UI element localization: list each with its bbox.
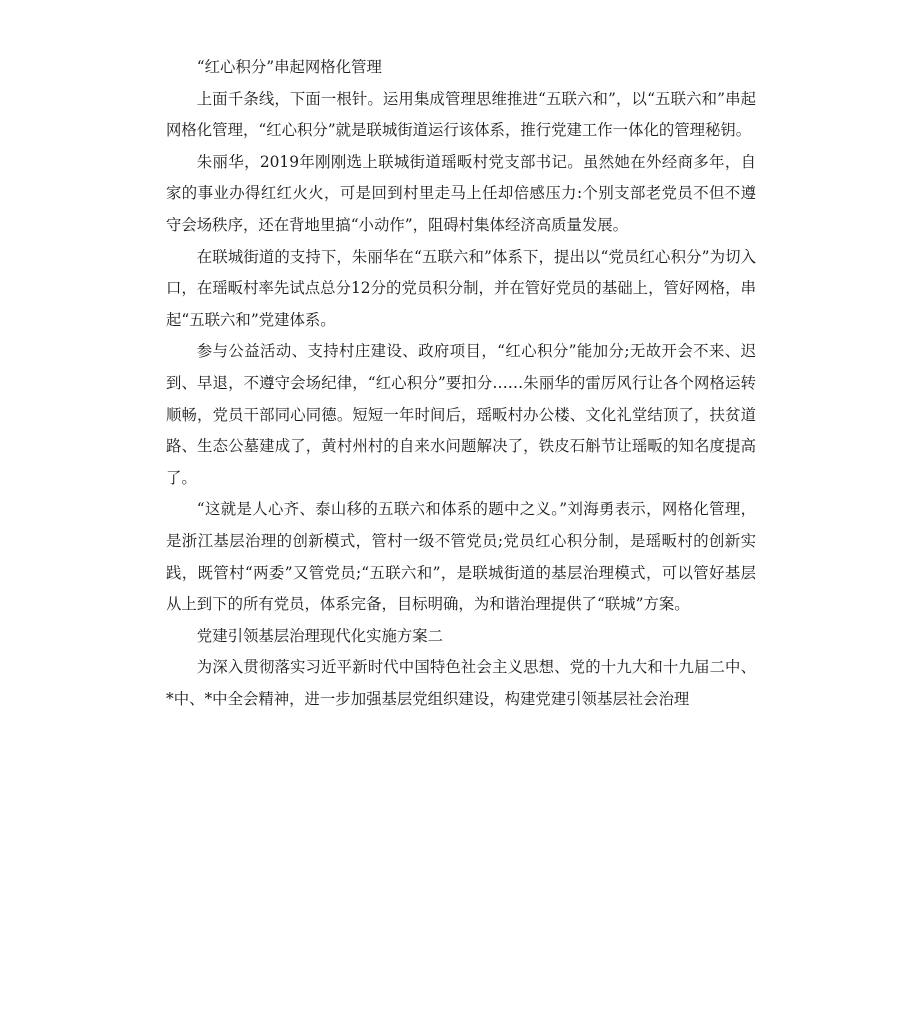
body-paragraph: “这就是人心齐、泰山移的五联六和体系的题中之义。”刘海勇表示，网格化管理，是浙江基层治理的创新模式，管村一级不管党员;党员红心积分制，是瑶畈村的创新实践，既管村“两委”又管党员;“五联六和”，是联城街道的基层治理模式，可以管好基层从上到下的所有党员，体系完备，目标明确，为和谐治理提供了“联城”方案。 — [166, 500, 756, 614]
body-paragraph: 为深入贯彻落实习近平新时代中国特色社会主义思想、党的十九大和十九届二中、*中、*中全会精神，进一步加强基层党组织建设，构建党建引领基层社会治理 — [166, 658, 756, 708]
body-paragraph: 上面千条线，下面一根针。运用集成管理思维推进“五联六和”，以“五联六和”串起网格化管理，“红心积分”就是联城街道运行该体系，推行党建工作一体化的管理秘钥。 — [166, 89, 756, 140]
section-heading: “红心积分”串起网格化管理 — [196, 58, 382, 76]
section-heading: 党建引领基层治理现代化实施方案二 — [196, 626, 444, 645]
body-paragraph: 朱丽华，2019年刚刚选上联城街道瑶畈村党支部书记。虽然她在外经商多年，自家的事业办得红红火火，可是回到村里走马上任却倍感压力:个别支部老党员不但不遵守会场秩序，还在背地里搞“小动作”，阻碍村集体经济高质量发展。 — [166, 152, 756, 234]
body-paragraph: 参与公益活动、支持村庄建设、政府项目，“红心积分”能加分;无故开会不来、迟到、早退，不遵守会场纪律，“红心积分”要扣分……朱丽华的雷厉风行让各个网格运转顺畅，党员干部同心同德。短短一年时间后，瑶畈村办公楼、文化礼堂结顶了，扶贫道路、生态公墓建成了，黄村州村的自来水问题解决了，铁皮石斛节让瑶畈的知名度提高了。 — [166, 342, 756, 487]
body-paragraph: 在联城街道的支持下，朱丽华在“五联六和”体系下，提出以“党员红心积分”为切入口，在瑶畈村率先试点总分12分的党员积分制，并在管好党员的基础上，管好网格，串起“五联六和”党建体系。 — [166, 247, 756, 329]
document-page — [166, 52, 756, 715]
